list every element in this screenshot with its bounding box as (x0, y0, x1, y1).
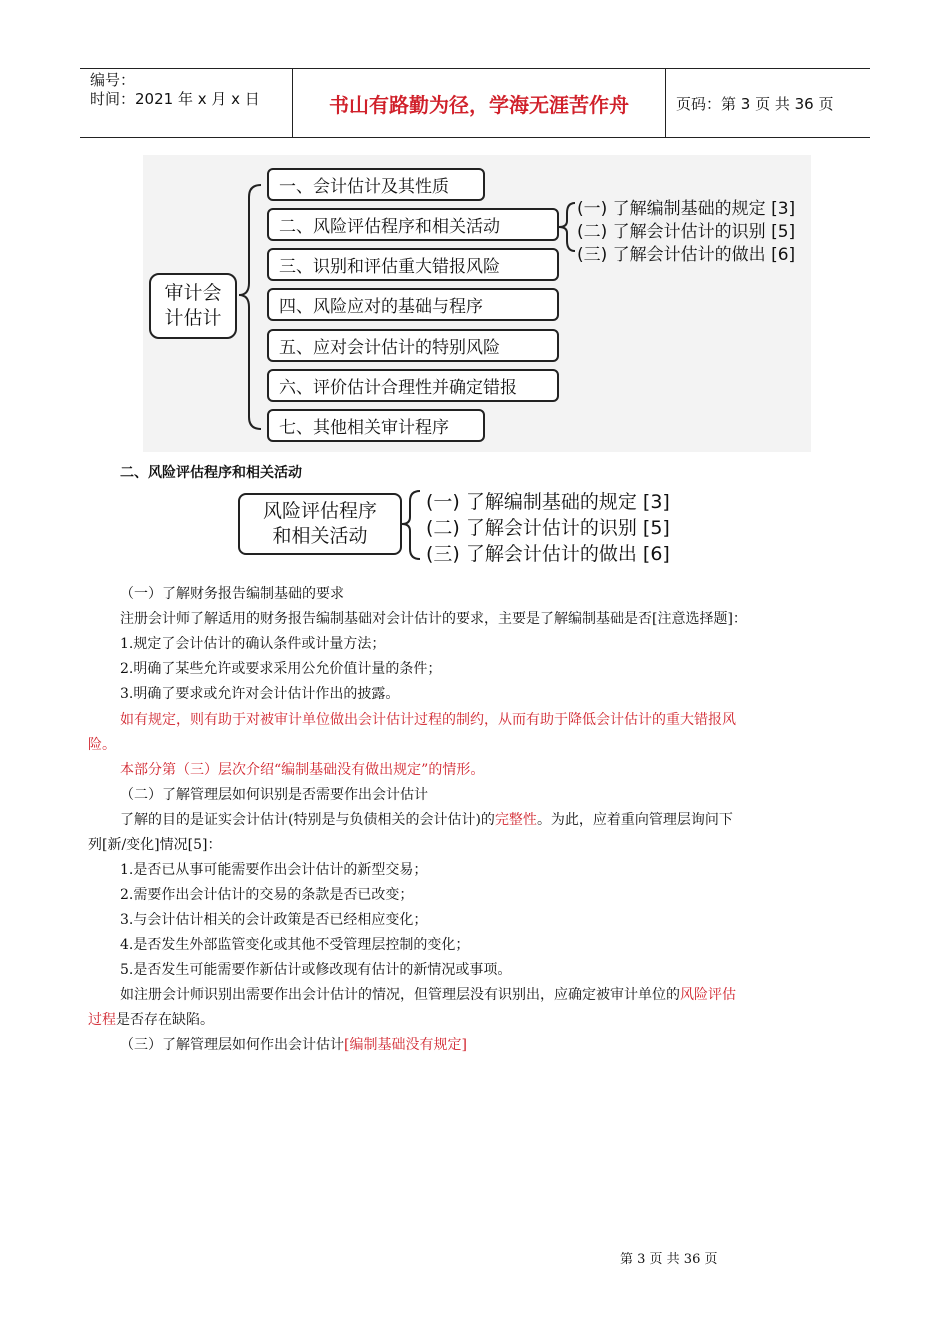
mind-map-2-root (238, 493, 402, 555)
paragraph-line (88, 1009, 214, 1029)
map-item-4: 四、风险应对的基础与程序 (267, 288, 559, 321)
map2-subitem-1: (一) 了解编制基础的规定 [3] (426, 491, 670, 513)
mind-map-root (149, 273, 237, 339)
highlight-text: 过程 (88, 1012, 116, 1028)
map-subitem-1: (一) 了解编制基础的规定 [3] (577, 199, 796, 219)
note-red-2: 本部分第（三）层次介绍“编制基础没有做出规定”的情形。 (120, 762, 485, 778)
root-line-1: 审计会 (164, 282, 222, 304)
text-span: 了解的目的是证实会计估计(特别是与负债相关的会计估计)的 (120, 812, 495, 828)
paragraph-line (120, 984, 736, 1004)
paragraph-line (120, 809, 733, 829)
header-page-info: 页码：第 3 页 共 36 页 (676, 94, 834, 113)
mind-map-risk-assessment (230, 483, 710, 566)
text-span: （三）了解管理层如何作出会计估计 (120, 1037, 344, 1053)
heading-3 (120, 1034, 467, 1054)
paragraph-line: 列[新/变化]情况[5]： (88, 837, 222, 853)
map-subitem-2: (二) 了解会计估计的识别 [5] (577, 222, 796, 242)
map-item-3: 三、识别和评估重大错报风险 (267, 248, 559, 281)
highlight-text: 完整性 (494, 812, 537, 828)
map-item-5: 五、应对会计估计的特别风险 (267, 329, 559, 362)
paragraph-line: 注册会计师了解适用的财务报告编制基础对会计估计的要求，主要是了解编制基础是否[注意选择题]： (120, 611, 747, 627)
list-item: 3.明确了要求或允许对会计估计作出的披露。 (120, 686, 400, 702)
list-item: 4.是否发生外部监管变化或其他不受管理层控制的变化； (120, 937, 470, 953)
note-red-cont: 险。 (88, 737, 116, 753)
root2-line-1: 风险评估程序 (262, 500, 377, 522)
list-item: 2.明确了某些允许或要求采用公允价值计量的条件； (120, 661, 442, 677)
list-item: 1.规定了会计估计的确认条件或计量方法； (120, 636, 386, 652)
map-item-7: 七、其他相关审计程序 (267, 409, 485, 442)
map2-subitem-2: (二) 了解会计估计的识别 [5] (426, 517, 670, 539)
time-label: 时间：2021 年 x 月 x 日 (90, 90, 260, 108)
map2-subitem-3: (三) 了解会计估计的做出 [6] (426, 543, 670, 565)
header-motto: 书山有路勤为径，学海无涯苦作舟 (293, 69, 666, 137)
heading-2: （二）了解管理层如何识别是否需要作出会计估计 (120, 787, 428, 803)
map-item-2: 二、风险评估程序和相关活动 (267, 208, 559, 241)
root-line-2: 计估计 (164, 307, 222, 329)
note-red: 如有规定，则有助于对被审计单位做出会计估计过程的制约，从而有助于降低会计估计的重大错报风 (120, 712, 736, 728)
page-header (80, 68, 870, 138)
list-item: 1.是否已从事可能需要作出会计估计的新型交易； (120, 862, 428, 878)
list-item: 5.是否发生可能需要作新估计或修改现有估计的新情况或事项。 (120, 962, 512, 978)
root2-line-2: 和相关活动 (272, 525, 368, 547)
mind-map-overview (143, 155, 811, 452)
highlight-text: 风险评估 (680, 987, 736, 1003)
map-subitem-3: (三) 了解会计估计的做出 [6] (577, 245, 796, 265)
text-span: 是否存在缺陷。 (116, 1012, 214, 1028)
text-span: 。为此，应着重向管理层询问下 (536, 812, 733, 828)
header-meta (80, 69, 293, 137)
heading-1: （一）了解财务报告编制基础的要求 (120, 586, 344, 602)
list-item: 2.需要作出会计估计的交易的条款是否已改变； (120, 887, 414, 903)
text-span: 如注册会计师识别出需要作出会计估计的情况，但管理层没有识别出，应确定被审计单位的 (120, 987, 680, 1003)
map-item-6: 六、评价估计合理性并确定错报 (267, 369, 559, 402)
list-item: 3.与会计估计相关的会计政策是否已经相应变化； (120, 912, 428, 928)
map-item-1: 一、会计估计及其性质 (267, 168, 485, 201)
number-label: 编号： (90, 71, 136, 89)
page-footer: 第 3 页 共 36 页 (620, 1252, 718, 1267)
section-title: 二、风险评估程序和相关活动 (120, 465, 302, 481)
highlight-text: [编制基础没有规定] (344, 1037, 467, 1053)
